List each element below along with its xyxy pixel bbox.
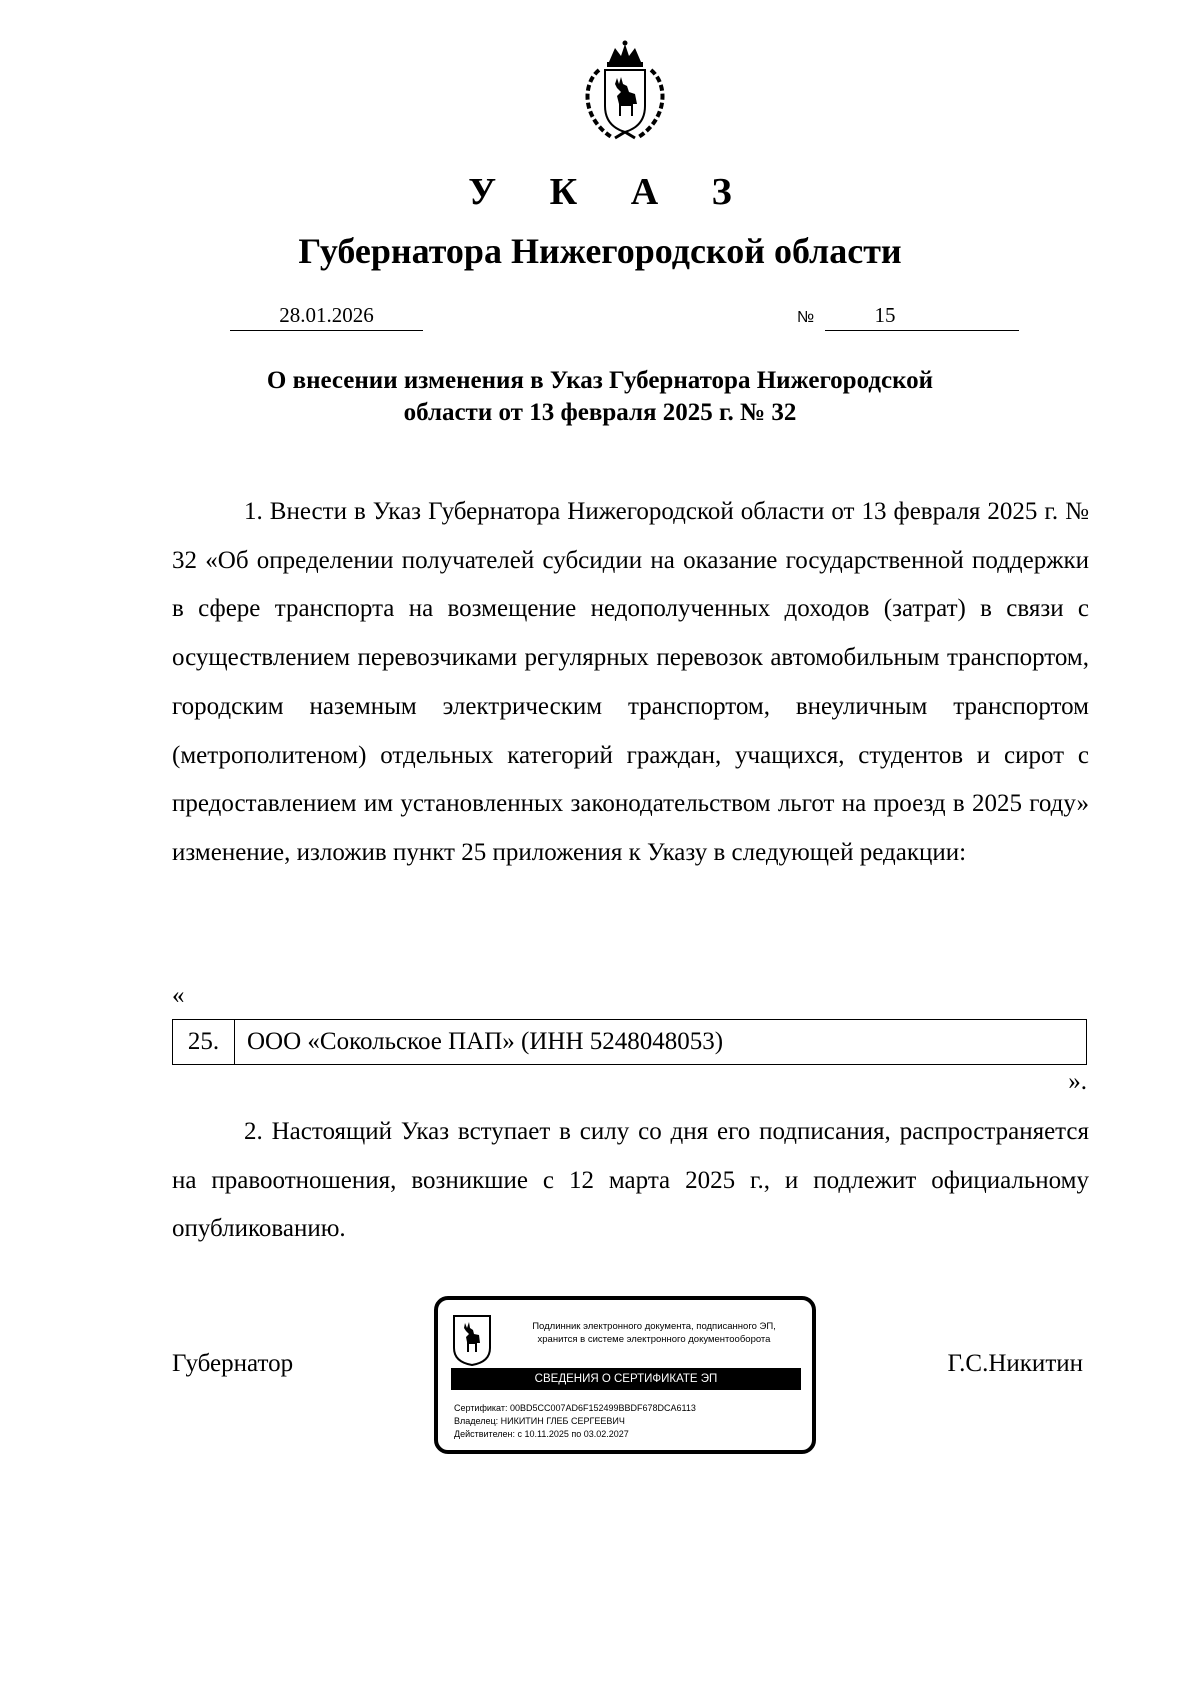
number-sign: № [797, 309, 815, 326]
table-cell-text: ООО «Сокольское ПАП» (ИНН 5248048053) [247, 1028, 724, 1055]
subject-line-2: области от 13 февраля 2025 г. № 32 [403, 399, 797, 426]
table-cell-number: 25. [173, 1020, 235, 1064]
paragraph-1: 1. Внести в Указ Губернатора Нижегородской области от 13 февраля 2025 г. № 32 «Об определении получателей субсидии на оказание государственной поддержки в сфере транспорта на возмещение недополученных доходов (затрат) в связи с осуществлением перевозчиками регулярных перевозок автомобильным транспортом, городским наземным электрическим транспортом, внеуличным транспортом (метрополитеном) отдельных категорий граждан, учащихся, студентов и сирот с предоставлением им установленных законодательством льгот на проезд в 2025 году» изменение, изложив пункт 25 приложения к Указу в следующей редакции: [172, 498, 1089, 866]
stamp-notice-line-1: Подлинник электронного документа, подписанного ЭП, [532, 1321, 776, 1332]
stamp-certificate-info [454, 1402, 696, 1441]
amendment-table [172, 1019, 1087, 1065]
signer-name: Г.С.Никитин [947, 1350, 1083, 1377]
paragraph-2: 2. Настоящий Указ вступает в силу со дня его подписания, распространяется на правоотношения, возникшие с 12 марта 2025 г., и подлежит официальному опубликованию. [172, 1118, 1089, 1243]
signer-position: Губернатор [172, 1350, 294, 1377]
document-date: 28.01.2026 [230, 301, 423, 331]
quote-open: « [172, 982, 185, 1009]
document-subject [180, 365, 1020, 429]
stamp-notice [504, 1320, 804, 1346]
coat-of-arms-emblem [571, 40, 679, 144]
stamp-validity: Действителен: с 10.11.2025 по 03.02.2027 [454, 1429, 629, 1439]
issuer-title: Губернатора Нижегородской области [298, 231, 902, 271]
subject-line-1: О внесении изменения в Указ Губернатора Нижегородской [266, 367, 934, 394]
stamp-notice-line-2: хранится в системе электронного документооборота [537, 1334, 771, 1345]
deer-emblem-icon [452, 1314, 492, 1366]
stamp-owner: Владелец: НИКИТИН ГЛЕБ СЕРГЕЕВИЧ [454, 1416, 625, 1426]
electronic-signature-stamp [434, 1296, 816, 1454]
document-number-field [825, 301, 1019, 331]
stamp-certificate-id: Сертификат: 00BD5CC007AD6F152499BBDF678DCA6113 [454, 1403, 696, 1413]
document-type-title: У К А З [468, 171, 754, 213]
quote-close: ». [1068, 1068, 1087, 1095]
stamp-certificate-header: СВЕДЕНИЯ О СЕРТИФИКАТЕ ЭП [451, 1368, 801, 1390]
document-number: 15 [874, 303, 896, 327]
